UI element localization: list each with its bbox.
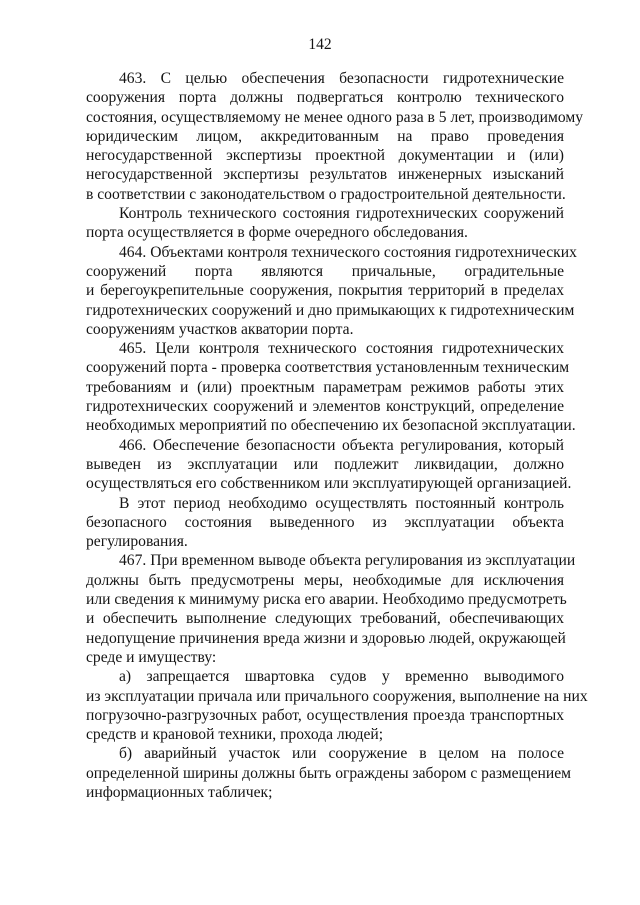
- paragraph-line: 464. Объектами контроля технического состояния гидротехнических: [119, 243, 577, 261]
- paragraph-line: сооружениям участков акватории порта.: [86, 320, 354, 338]
- page-number: 142: [308, 36, 332, 53]
- paragraph-line: определенной ширины должны быть ограждены забором с размещением: [86, 764, 572, 782]
- paragraph-line: 463. С целью обеспечения безопасности гидротехнические: [119, 70, 564, 87]
- paragraph-line: погрузочно-разгрузочных работ, осуществления проезда транспортных: [86, 706, 564, 724]
- paragraph-p466b: [86, 494, 564, 552]
- paragraph-p467a: [86, 667, 588, 744]
- paragraph-line: Контроль технического состояния гидротехнических сооружений: [119, 205, 564, 223]
- paragraph-line: и берегоукрепительные сооружения, покрытия территорий в пределах: [86, 282, 564, 300]
- paragraph-line: 465. Цели контроля технического состояния гидротехнических: [119, 340, 564, 358]
- paragraph-line: сооружений порта - проверка соответствия установленным техническим: [86, 359, 570, 377]
- paragraph-p466: [86, 436, 572, 494]
- paragraph-line: а) запрещается швартовка судов у временно выводимого: [119, 668, 564, 686]
- paragraph-line: информационных табличек;: [86, 783, 273, 801]
- paragraph-line: гидротехнических сооружений и дно примыкающих к гидротехническим: [86, 301, 575, 319]
- paragraph-line: негосударственной экспертизы результатов инженерных изысканий: [86, 166, 564, 184]
- paragraph-line: необходимых мероприятий по обеспечению их безопасной эксплуатации.: [86, 417, 576, 435]
- paragraph-line: порта осуществляется в форме очередного обследования.: [86, 224, 468, 242]
- paragraph-line: средств и крановой техники, прохода людей;: [86, 726, 384, 744]
- paragraph-line: В этот период необходимо осуществлять постоянный контроль: [119, 494, 564, 512]
- paragraph-line: выведен из эксплуатации или подлежит ликвидации, должно: [86, 455, 564, 473]
- paragraph-p464: [86, 243, 577, 339]
- paragraph-p465: [86, 339, 576, 435]
- paragraph-line: б) аварийный участок или сооружение в целом на полосе: [119, 745, 564, 763]
- document-body: [86, 69, 588, 802]
- paragraph-line: гидротехнических сооружений и элементов конструкций, определение: [86, 398, 564, 416]
- paragraph-p467b: [86, 744, 572, 802]
- paragraph-line: осуществляться его собственником или эксплуатирующей организацией.: [86, 475, 572, 493]
- paragraph-line: и обеспечить выполнение следующих требований, обеспечивающих: [86, 610, 564, 628]
- paragraph-line: сооружения порта должны подвергаться контролю технического: [86, 89, 564, 107]
- paragraph-line: должны быть предусмотрены меры, необходимые для исключения: [86, 571, 564, 589]
- paragraph-line: 467. При временном выводе объекта регулирования из эксплуатации: [119, 552, 576, 570]
- paragraph-line: требованиям и (или) проектным параметрам режимов работы этих: [86, 378, 564, 396]
- paragraph-line: недопущение причинения вреда жизни и здоровью людей, окружающей: [86, 629, 566, 647]
- paragraph-line: состояния, осуществляемому не менее одного раза в 5 лет, производимому: [86, 108, 584, 126]
- paragraph-line: в соответствии с законодательством о градостроительной деятельности.: [86, 185, 566, 203]
- paragraph-p463b: [86, 204, 564, 243]
- paragraph-line: юридическим лицом, аккредитованным на право проведения: [86, 127, 564, 145]
- paragraph-p463: [86, 69, 584, 204]
- paragraph-line: негосударственной экспертизы проектной документации и (или): [86, 147, 564, 165]
- paragraph-line: 466. Обеспечение безопасности объекта регулирования, который: [119, 436, 564, 454]
- paragraph-line: безопасного состояния выведенного из эксплуатации объекта: [86, 513, 564, 531]
- paragraph-line: регулирования.: [86, 533, 188, 551]
- paragraph-line: из эксплуатации причала или причального сооружения, выполнение на них: [86, 687, 588, 705]
- paragraph-line: сооружений порта являются причальные, оградительные: [86, 262, 564, 280]
- paragraph-p467: [86, 551, 576, 667]
- paragraph-line: или сведения к минимуму риска его аварии. Необходимо предусмотреть: [86, 591, 567, 609]
- paragraph-line: среде и имуществу:: [86, 648, 217, 666]
